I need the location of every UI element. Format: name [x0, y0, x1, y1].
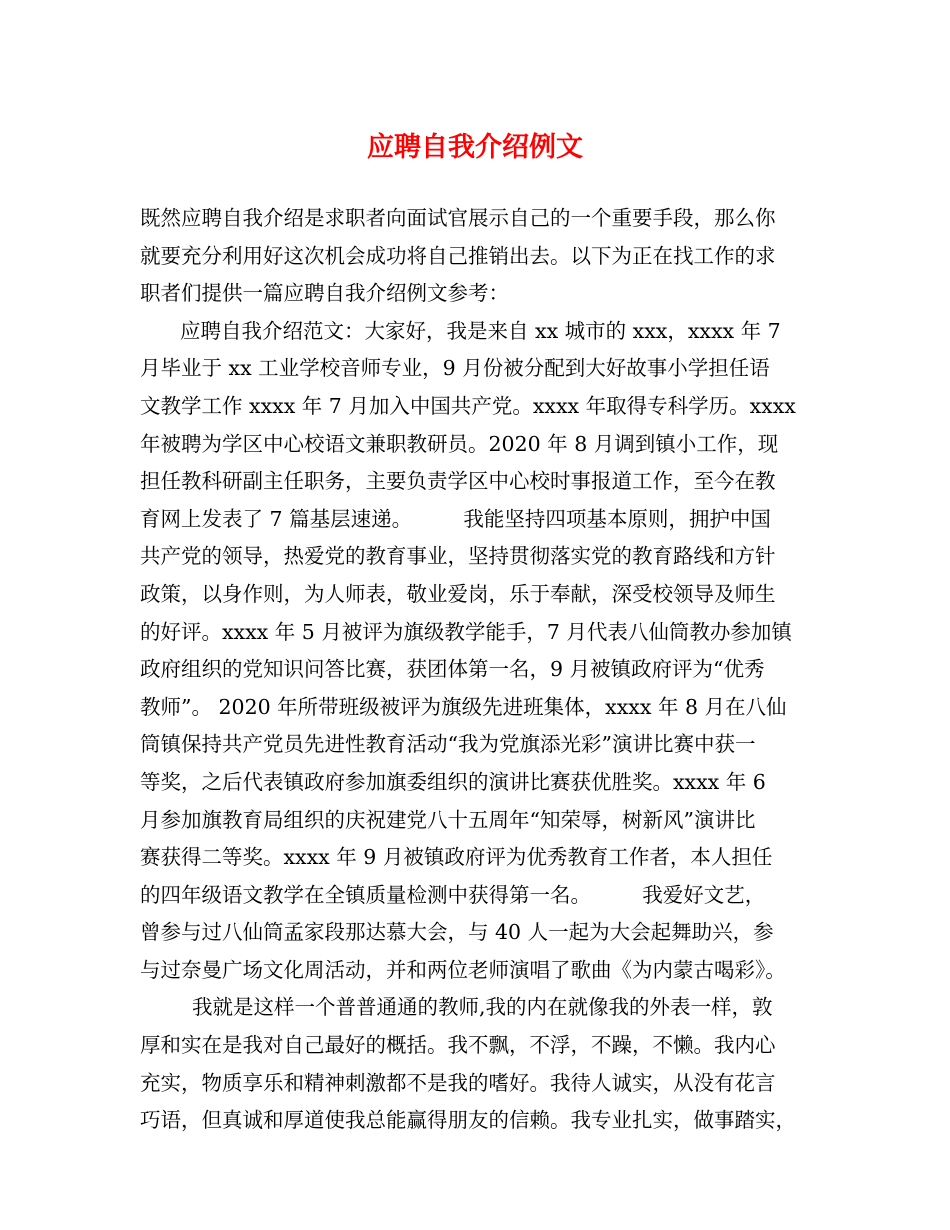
body-line: 等奖，之后代表镇政府参加旗委组织的演讲比赛获优胜奖。xxxx 年 6	[140, 769, 766, 794]
paragraph-start-line: 我就是这样一个普普通通的教师,我的内在就像我的外表一样，敦	[192, 995, 773, 1020]
body-line: 厚和实在是我对自己最好的概括。我不飘，不浮，不躁，不懒。我内心	[140, 1033, 776, 1058]
body-line: 政府组织的党知识问答比赛，获团体第一名，9 月被镇政府评为“优秀	[140, 657, 765, 682]
body-line: 就要充分利用好这次机会成功将自己推销出去。以下为正在找工作的求	[140, 243, 776, 268]
body-line: 月参加旗教育局组织的庆祝建党八十五周年“知荣辱，树新风”演讲比	[140, 807, 756, 832]
body-line: 筒镇保持共产党员先进性教育活动“我为党旗添光彩”演讲比赛中获一	[140, 732, 756, 757]
body-line: 共产党的领导，热爱党的教育事业，坚持贯彻落实党的教育路线和方针	[140, 544, 776, 569]
paragraph-start-line: 应聘自我介绍范文：大家好，我是来自 xx 城市的 xxx，xxxx 年 7	[180, 318, 781, 343]
body-line: 文教学工作 xxxx 年 7 月加入中国共产党。xxxx 年取得专科学历。xxxx	[140, 393, 796, 418]
body-line: 年被聘为学区中心校语文兼职教研员。2020 年 8 月调到镇小工作，现	[140, 431, 779, 456]
body-line: 的四年级语文教学在全镇质量检测中获得第一名。 我爱好文艺，	[140, 882, 766, 907]
body-line: 月毕业于 xx 工业学校音师专业，9 月份被分配到大好故事小学担任语	[140, 356, 770, 381]
body-line: 的好评。xxxx 年 5 月被评为旗级教学能手，7 月代表八仙筒教办参加镇	[140, 619, 792, 644]
document-body	[140, 200, 816, 1140]
body-line: 与过奈曼广场文化周活动，并和两位老师演唱了歌曲《为内蒙古喝彩》。	[140, 957, 786, 982]
body-line: 育网上发表了 7 篇基层速递。 我能坚持四项基本原则，拥护中国	[140, 506, 771, 531]
body-line: 充实，物质享乐和精神刺激都不是我的嗜好。我待人诚实，从没有花言	[140, 1070, 776, 1095]
body-line: 赛获得二等奖。xxxx 年 9 月被镇政府评为优秀教育工作者，本人担任	[140, 845, 773, 870]
body-line: 教师”。 2020 年所带班级被评为旗级先进班集体，xxxx 年 8 月在八仙	[140, 694, 787, 719]
body-line: 担任教科研副主任职务，主要负责学区中心校时事报道工作，至今在教	[140, 469, 776, 494]
body-line: 政策，以身作则，为人师表，敬业爱岗，乐于奉献，深受校领导及师生	[140, 581, 776, 606]
body-line: 既然应聘自我介绍是求职者向面试官展示自己的一个重要手段，那么你	[140, 206, 776, 230]
body-line: 曾参与过八仙筒孟家段那达慕大会，与 40 人一起为大会起舞助兴，参	[140, 920, 774, 945]
body-line: 职者们提供一篇应聘自我介绍例文参考：	[140, 281, 509, 306]
document-title: 应聘自我介绍例文	[367, 132, 583, 163]
body-line: 巧语，但真诚和厚道使我总能赢得朋友的信赖。我专业扎实，做事踏实，	[140, 1108, 796, 1133]
